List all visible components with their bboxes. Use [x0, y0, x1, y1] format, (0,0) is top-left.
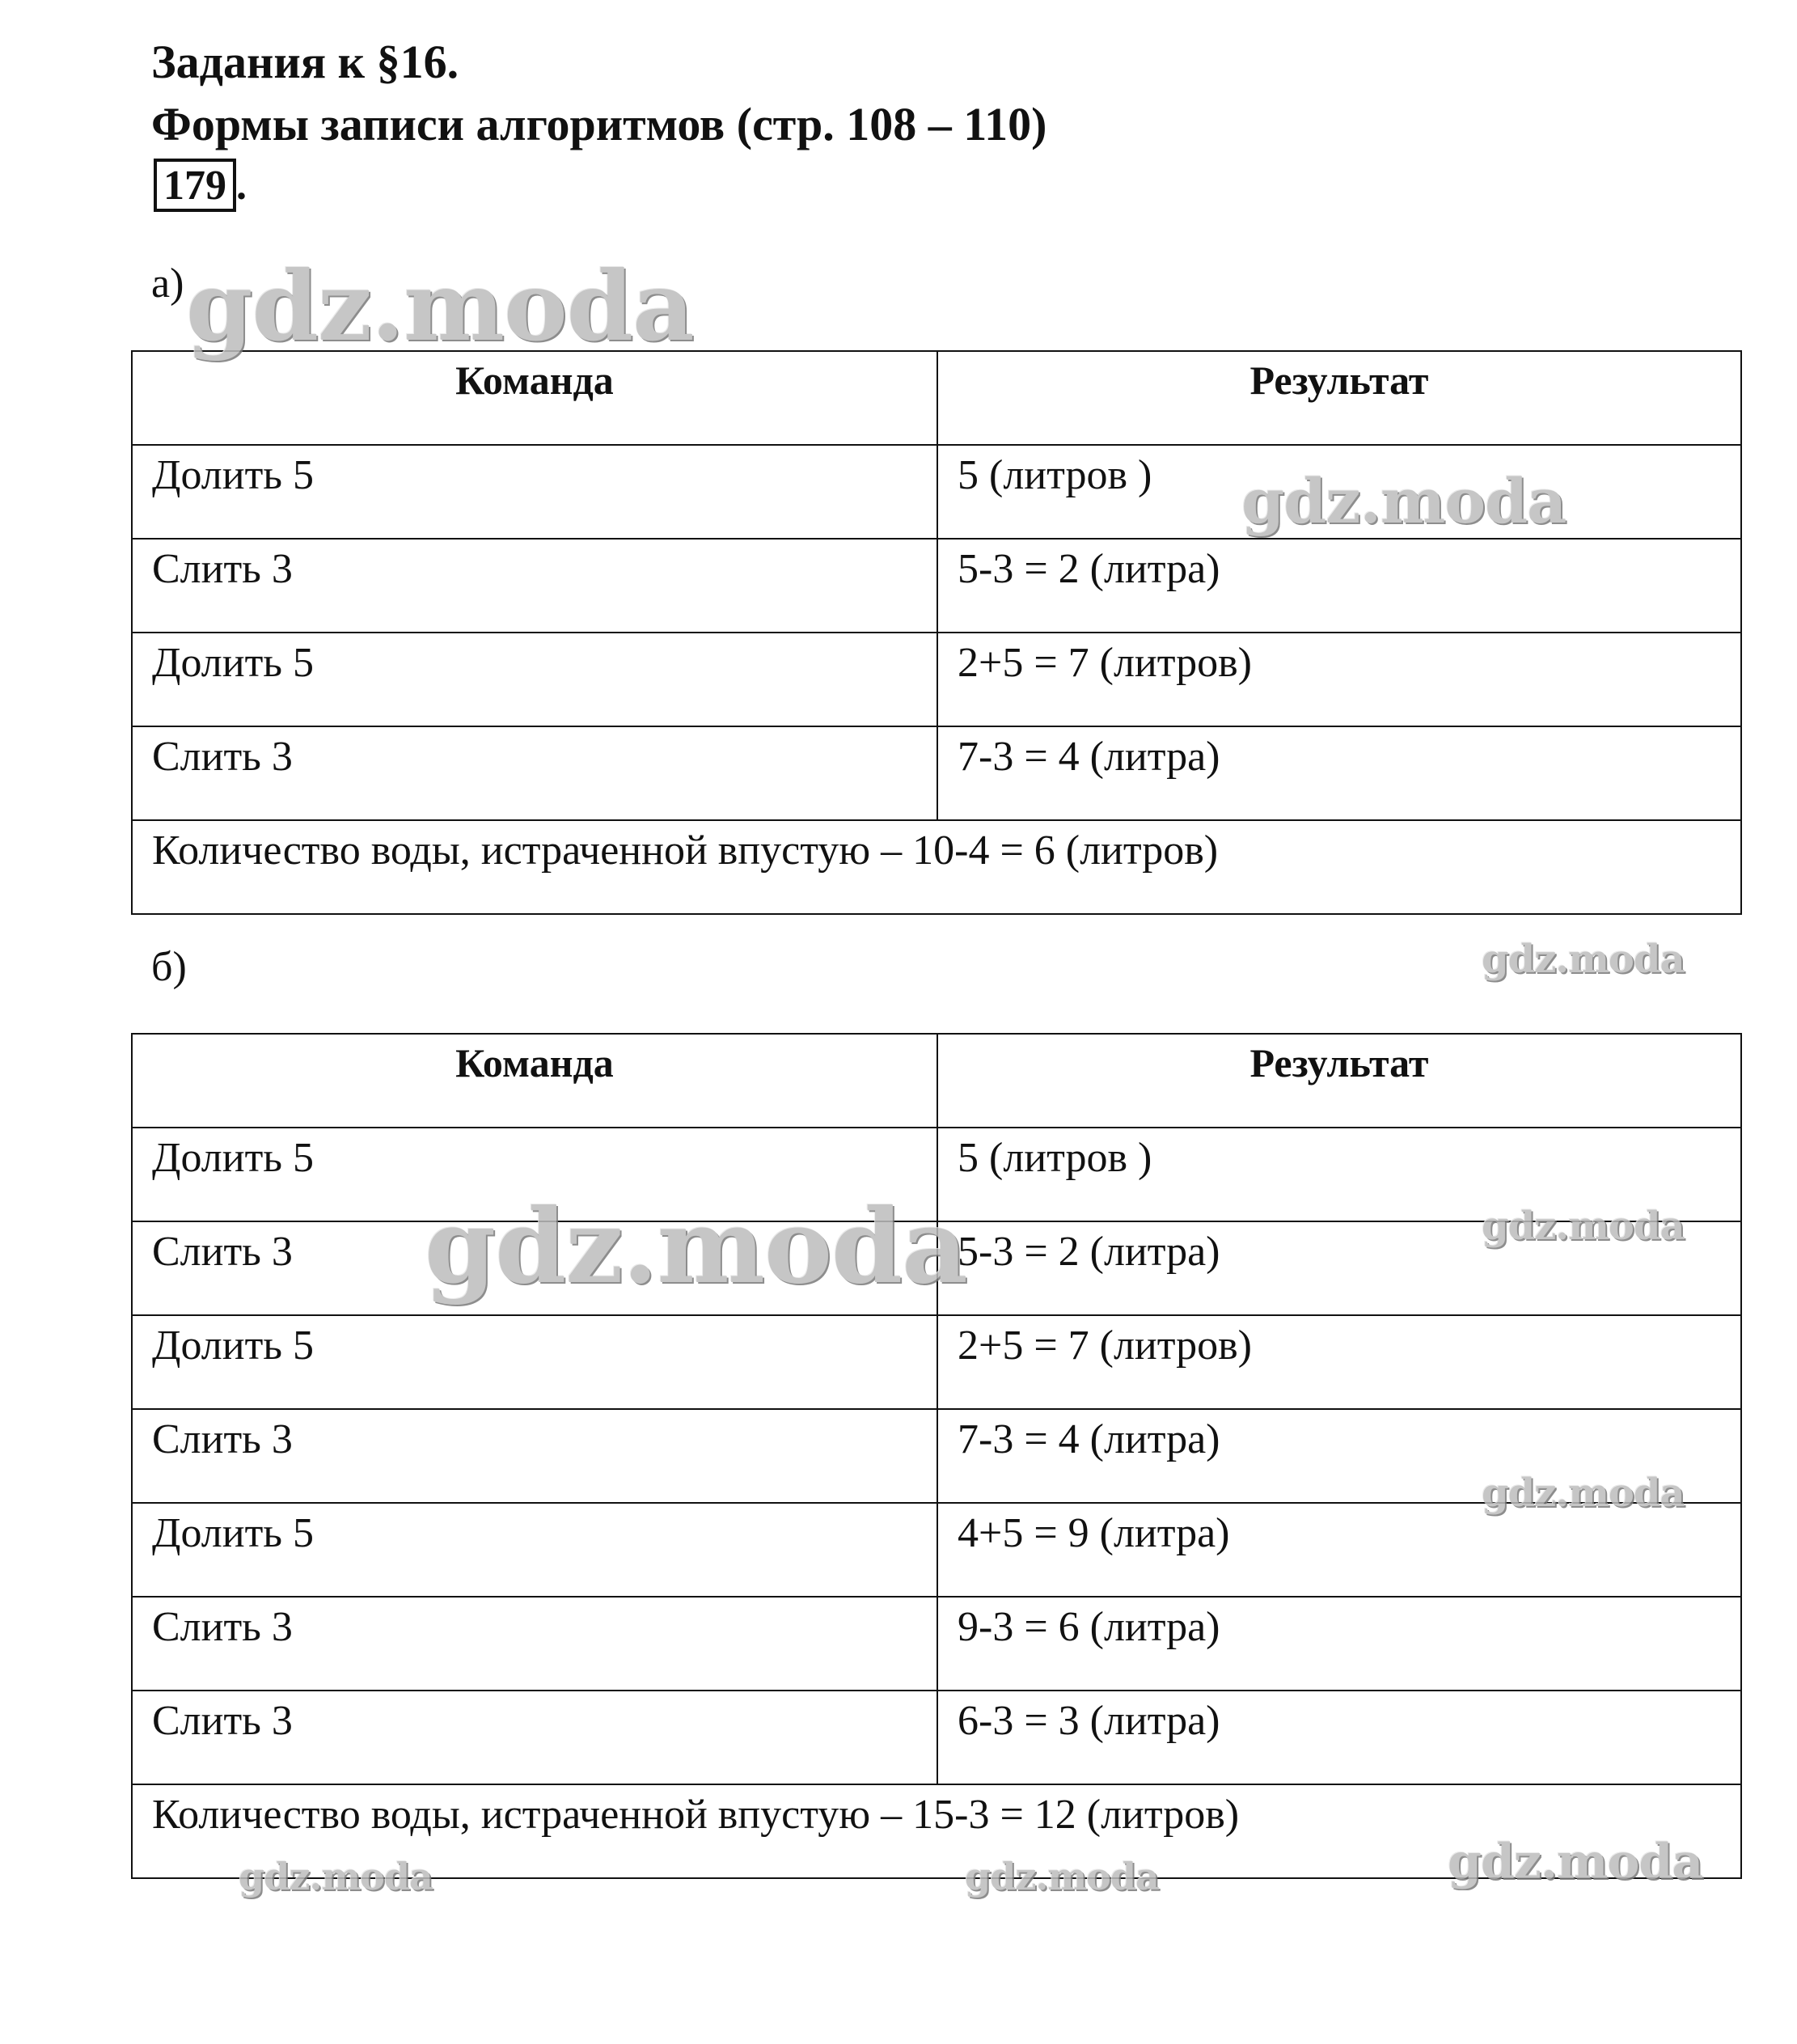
command-cell: Слить 3 — [132, 1221, 937, 1315]
watermark: gdz.moda — [1241, 465, 1567, 537]
result-cell: 7-3 = 4 (литра) — [937, 1409, 1741, 1503]
table-row — [132, 1315, 1741, 1409]
command-cell: Долить 5 — [132, 1503, 937, 1597]
result-cell: 7-3 = 4 (литра) — [937, 726, 1741, 820]
table-row — [132, 539, 1741, 633]
command-cell: Долить 5 — [132, 1315, 937, 1409]
summary-cell: Количество воды, истраченной впустую – 10-4 = 6 (литров) — [132, 820, 1741, 914]
command-cell: Долить 5 — [132, 633, 937, 726]
header-command: Команда — [132, 1034, 937, 1128]
table-row — [132, 1597, 1741, 1691]
table-row — [132, 1221, 1741, 1315]
result-cell: 5 (литров ) — [937, 445, 1741, 539]
watermark: gdz.moda — [186, 250, 694, 362]
command-cell: Долить 5 — [132, 1128, 937, 1221]
table-row — [132, 1503, 1741, 1597]
result-cell: 5-3 = 2 (литра) — [937, 539, 1741, 633]
watermark: gdz.moda — [425, 1187, 967, 1306]
task-number — [154, 159, 247, 212]
summary-row — [132, 1784, 1741, 1878]
task-number-value: 179 — [163, 163, 226, 209]
table-row — [132, 445, 1741, 539]
part-b-label: б) — [151, 944, 187, 990]
header-result: Результат — [937, 351, 1741, 445]
task-number-dot: . — [236, 163, 247, 209]
table-row — [132, 633, 1741, 726]
table-row — [132, 1128, 1741, 1221]
result-cell: 9-3 = 6 (литра) — [937, 1597, 1741, 1691]
watermark: gdz.moda — [1482, 937, 1685, 982]
summary-cell: Количество воды, истраченной впустую – 15-3 = 12 (литров) — [132, 1784, 1741, 1878]
table-row — [132, 1409, 1741, 1503]
result-cell: 5 (литров ) — [937, 1128, 1741, 1221]
watermark: gdz.moda — [1482, 1204, 1685, 1249]
command-cell: Слить 3 — [132, 726, 937, 820]
result-cell: 4+5 = 9 (литра) — [937, 1503, 1741, 1597]
table-row — [132, 1691, 1741, 1784]
result-cell: 5-3 = 2 (литра) — [937, 1221, 1741, 1315]
result-cell: 2+5 = 7 (литров) — [937, 1315, 1741, 1409]
result-cell: 2+5 = 7 (литров) — [937, 633, 1741, 726]
part-a-label: а) — [151, 260, 184, 307]
summary-row — [132, 820, 1741, 914]
section-subtitle: Формы записи алгоритмов (стр. 108 – 110) — [151, 98, 1047, 150]
command-cell: Слить 3 — [132, 539, 937, 633]
watermark: gdz.moda — [965, 1855, 1159, 1898]
table-row — [132, 726, 1741, 820]
header-command: Команда — [132, 351, 937, 445]
watermark: gdz.moda — [239, 1855, 433, 1898]
command-cell: Слить 3 — [132, 1597, 937, 1691]
header-result: Результат — [937, 1034, 1741, 1128]
table-header-row — [132, 1034, 1741, 1128]
command-cell: Слить 3 — [132, 1691, 937, 1784]
table-header-row — [132, 351, 1741, 445]
part-b-table — [131, 1033, 1742, 1879]
watermark: gdz.moda — [1482, 1471, 1685, 1516]
result-cell: 6-3 = 3 (литра) — [937, 1691, 1741, 1784]
command-cell: Долить 5 — [132, 445, 937, 539]
section-title: Задания к §16. — [151, 36, 459, 88]
part-a-table — [131, 350, 1742, 915]
command-cell: Слить 3 — [132, 1409, 937, 1503]
task-number-box — [154, 159, 236, 212]
watermark: gdz.moda — [1448, 1834, 1703, 1890]
